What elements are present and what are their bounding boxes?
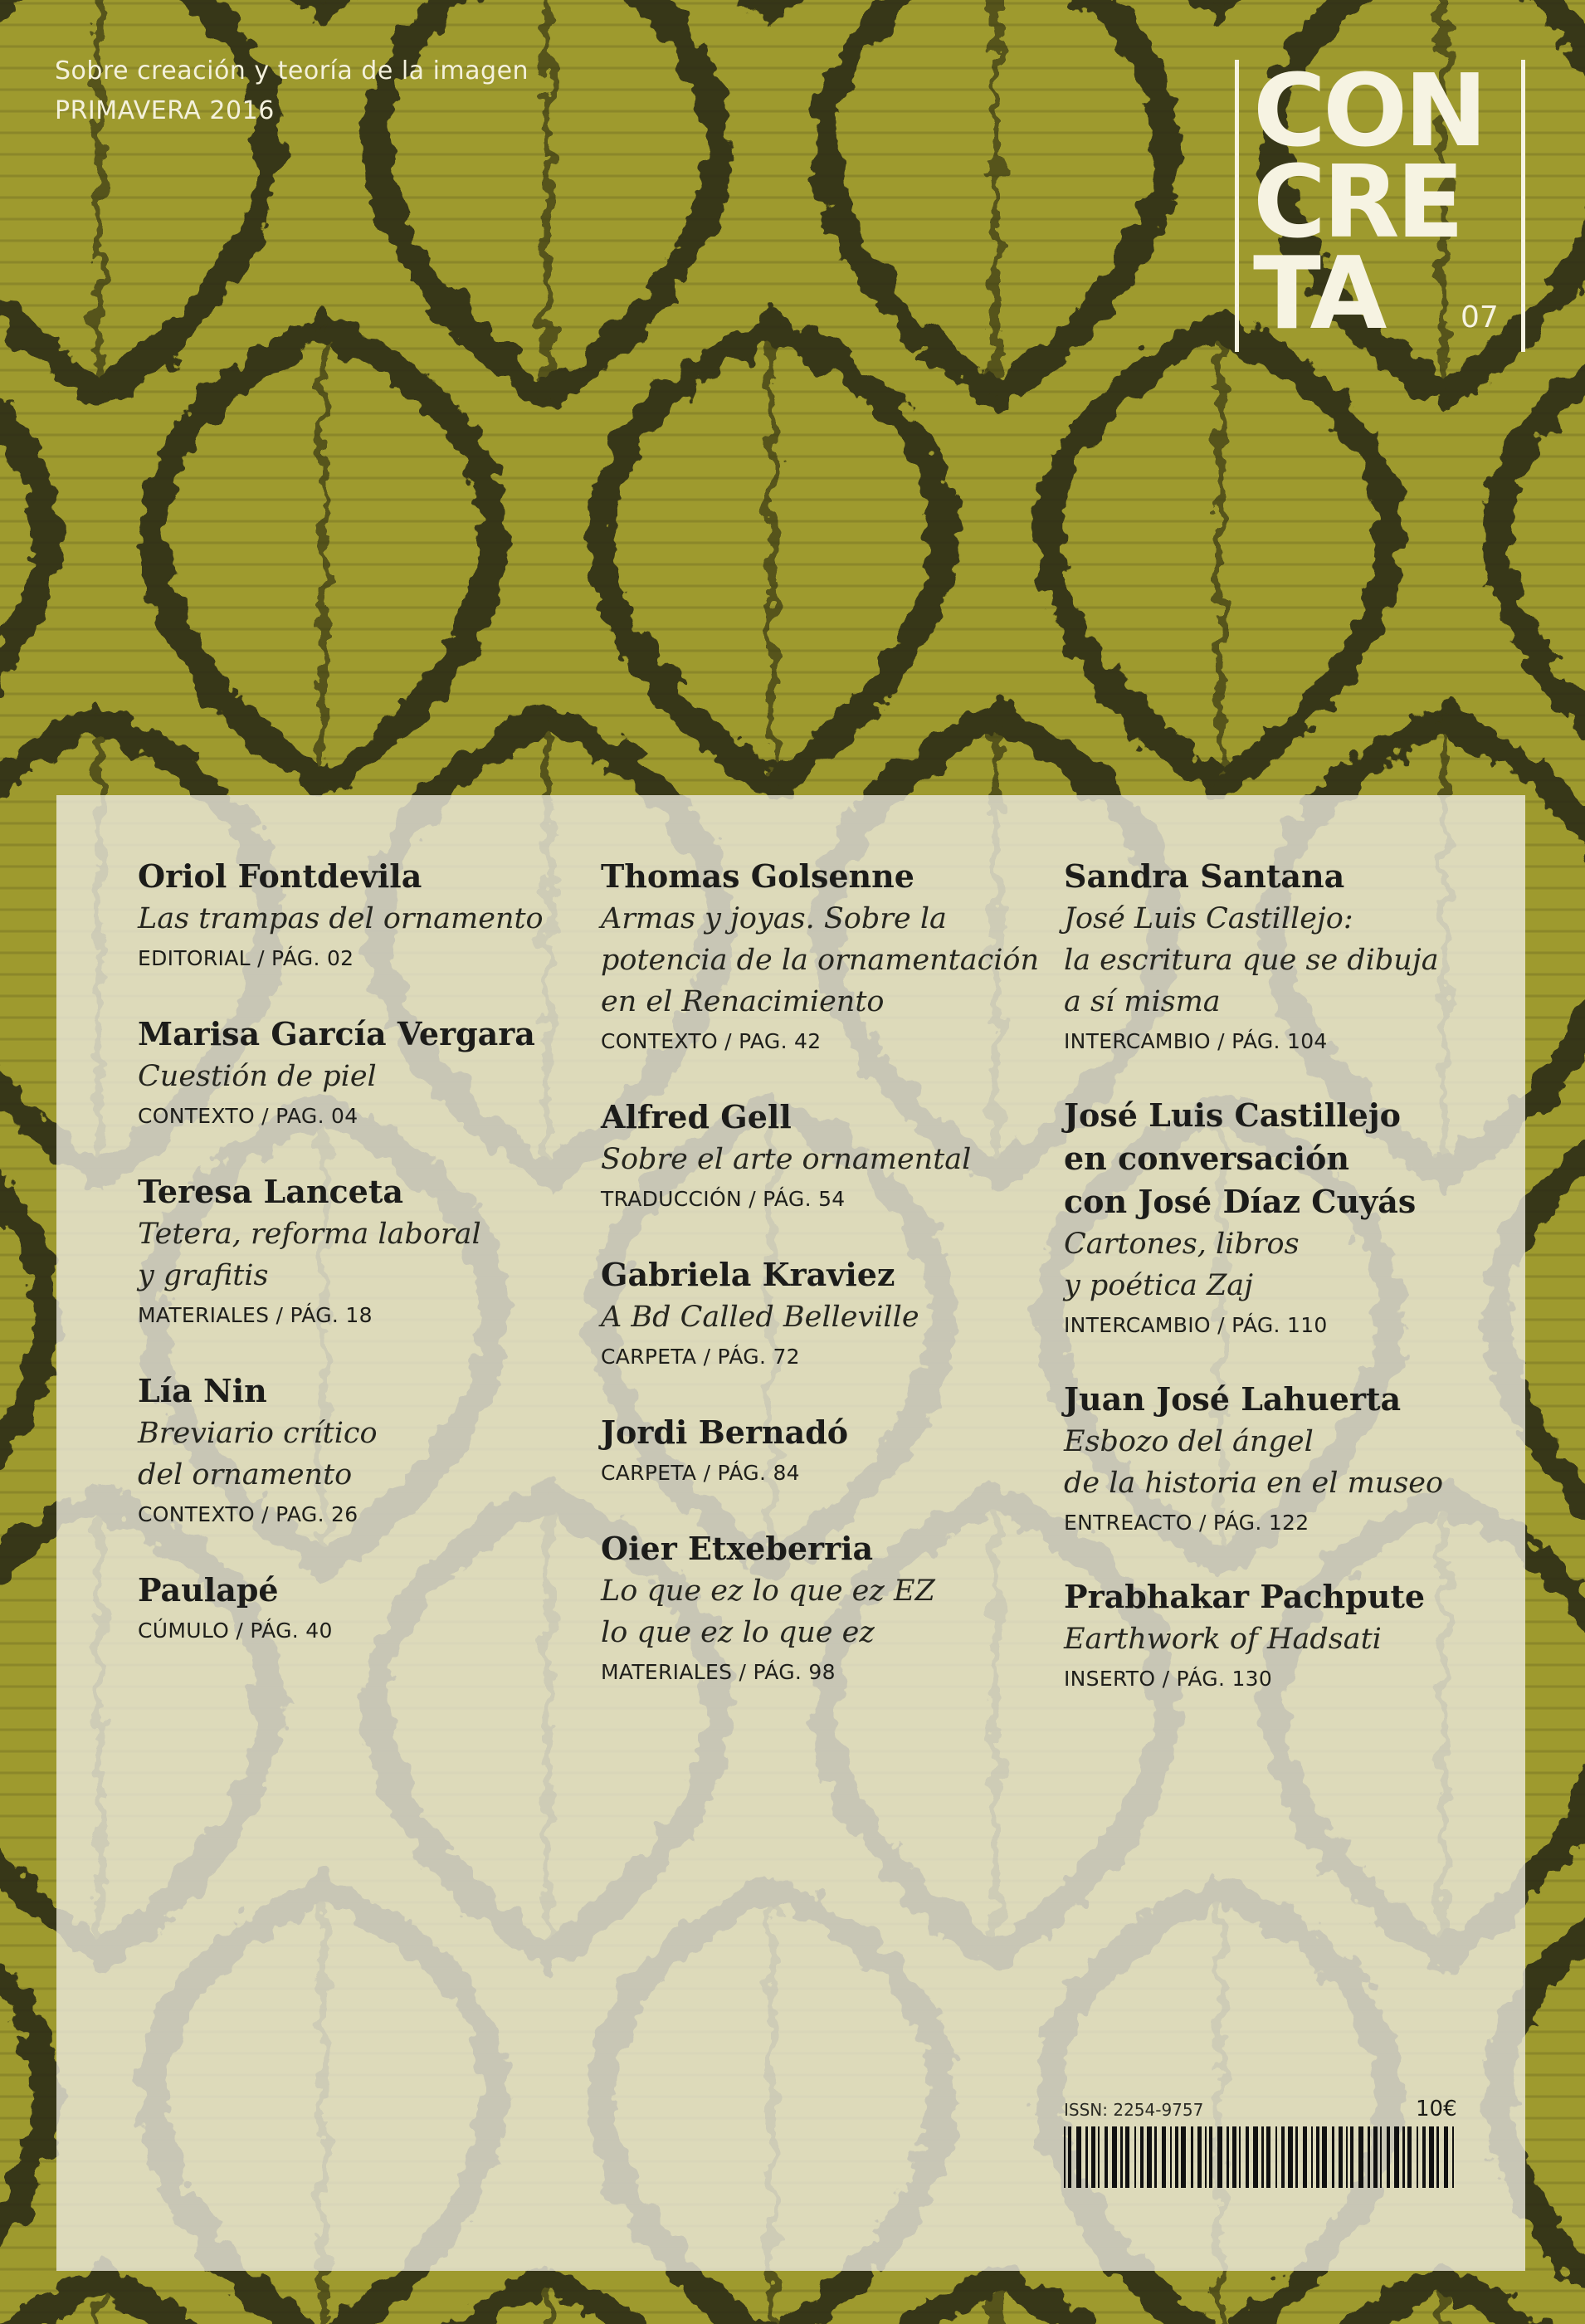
logo-line: TA [1253,237,1384,352]
entry-title: Las trampas del ornamento [138,902,544,935]
barcode-bar [1105,2126,1108,2188]
logo-left-bar [1235,60,1239,352]
barcode-bar [1380,2126,1382,2188]
barcode [1064,2126,1459,2188]
barcode-bar [1402,2126,1405,2188]
entry-title: Armas y joyas. Sobre la potencia de la ornamentación en el Renacimiento [601,902,1040,1018]
barcode-bar [1239,2126,1241,2188]
entry-title: Sobre el arte ornamental [601,1143,972,1176]
entry-author: Alfred Gell [601,1098,792,1135]
barcode-bar [1452,2126,1454,2188]
contents-entry [1064,1094,1512,1345]
barcode-bar [1134,2126,1136,2188]
contents-entry [138,1370,586,1534]
entry-author: Prabhakar Pachpute [1064,1578,1426,1615]
logo-line: CRE [1253,145,1461,261]
barcode-bar [1311,2126,1313,2188]
contents-entry [601,1411,1049,1492]
barcode-bar [1444,2126,1448,2188]
barcode-bar [1227,2126,1229,2188]
entry-section: MATERIALES / PÁG. 98 [601,1660,836,1684]
entry-author: Jordi Bernadó [601,1413,849,1451]
cover-tagline [55,51,529,131]
barcode-bar [1197,2126,1202,2188]
entry-author: Lía Nin [138,1372,267,1409]
entry-section: MATERIALES / PÁG. 18 [138,1303,373,1327]
barcode-bar [1316,2126,1319,2188]
barcode-bar [1407,2126,1412,2188]
barcode-bar [1350,2126,1353,2188]
entry-section: TRADUCCIÓN / PÁG. 54 [601,1187,846,1211]
barcode-bar [1246,2126,1249,2188]
barcode-bar [1281,2126,1285,2188]
barcode-bar [1422,2126,1426,2188]
entry-title: Earthwork of Hadsati [1064,1623,1382,1656]
barcode-bar [1209,2126,1212,2188]
barcode-bar [1373,2126,1378,2188]
logo-right-bar [1521,60,1525,352]
entry-author: Oier Etxeberria [601,1530,874,1567]
entry-author: Paulapé [138,1571,279,1609]
entry-author: Thomas Golsenne [601,857,914,895]
subtitle: Sobre creación y teoría de la imagen [55,56,529,85]
barcode-bar [1436,2126,1439,2188]
entry-author: Oriol Fontdevila [138,857,422,895]
entry-section: CÚMULO / PÁG. 40 [138,1618,333,1643]
barcode-bar [1275,2126,1277,2188]
barcode-bar [1162,2126,1166,2188]
entry-title: Tetera, reforma laboral y grafitis [138,1218,481,1292]
barcode-bar [1358,2126,1363,2188]
entry-author: Marisa García Vergara [138,1015,535,1052]
contents-entry [138,855,586,978]
barcode-bar [1170,2126,1172,2188]
price: 10€ [1416,2097,1457,2121]
barcode-bar [1098,2126,1100,2188]
barcode-bar [1147,2126,1152,2188]
barcode-bar [1091,2126,1095,2188]
barcode-bar [1205,2126,1207,2188]
barcode-bar [1288,2126,1293,2188]
contents-entry [601,1096,1049,1218]
barcode-bar [1266,2126,1270,2188]
logo-wordmark [1253,54,1485,352]
issue-number: 07 [1461,300,1499,334]
barcode-bar [1261,2126,1264,2188]
barcode-bar [1232,2126,1236,2188]
barcode-bar [1394,2126,1399,2188]
contents-column-1 [138,855,586,1650]
entry-title: Cartones, libros y poética Zaj [1064,1228,1300,1302]
entry-section: ENTREACTO / PÁG. 122 [1064,1511,1309,1535]
barcode-bar [1068,2126,1071,2188]
entry-title: Lo que ez lo que ez EZ lo que ez lo que ez [601,1575,935,1649]
entry-section: CONTEXTO / PAG. 04 [138,1104,358,1128]
entry-section: CONTEXTO / PAG. 26 [138,1502,358,1526]
contents-column-3 [1064,855,1512,1698]
entry-title: José Luis Castillejo: la escritura que se dibuja a sí misma [1064,902,1439,1018]
barcode-bar [1253,2126,1258,2188]
barcode-bar [1322,2126,1327,2188]
barcode-bar [1217,2126,1222,2188]
entry-section: CARPETA / PÁG. 84 [601,1461,800,1485]
barcode-bar [1064,2126,1066,2188]
contents-entry [1064,1378,1512,1542]
contents-entry [601,1527,1049,1692]
barcode-bar [1085,2126,1088,2188]
contents-entry [1064,855,1512,1061]
entry-title: A Bd Called Belleville [601,1301,919,1334]
entry-section: INTERCAMBIO / PÁG. 104 [1064,1029,1328,1053]
entry-title: Esbozo del ángel de la historia en el museo [1064,1425,1444,1500]
barcode-bar [1154,2126,1157,2188]
entry-title: Breviario crítico del ornamento [138,1417,378,1492]
barcode-bar [1120,2126,1123,2188]
entry-section: CONTEXTO / PAG. 42 [601,1029,822,1053]
barcode-bar [1387,2126,1390,2188]
barcode-bar [1125,2126,1129,2188]
barcode-bar [1332,2126,1334,2188]
entry-author: Juan José Lahuerta [1064,1380,1402,1418]
entry-section: EDITORIAL / PÁG. 02 [138,946,354,970]
entry-author: José Luis Castillejo en conversación con José Díaz Cuyás [1064,1096,1417,1220]
entry-section: INTERCAMBIO / PÁG. 110 [1064,1313,1328,1337]
barcode-bar [1429,2126,1434,2188]
barcode-bar [1346,2126,1348,2188]
entry-section: CARPETA / PÁG. 72 [601,1345,800,1369]
contents-entry [138,1170,586,1335]
barcode-bar [1295,2126,1298,2188]
logo-line: CON [1253,54,1485,169]
contents-entry [601,855,1049,1061]
contents-entry [138,1569,586,1650]
barcode-bar [1339,2126,1343,2188]
barcode-bar [1303,2126,1307,2188]
barcode-bar [1175,2126,1178,2188]
entry-author: Teresa Lanceta [138,1173,403,1210]
entry-author: Sandra Santana [1064,857,1345,895]
barcode-bar [1368,2126,1370,2188]
issn: ISSN: 2254-9757 [1064,2100,1204,2120]
magazine-logo [1235,54,1525,352]
contents-entry [1064,1575,1512,1698]
season: PRIMAVERA 2016 [55,96,275,125]
barcode-bar [1181,2126,1186,2188]
barcode-bar [1076,2126,1081,2188]
entry-section: INSERTO / PÁG. 130 [1064,1667,1273,1691]
entry-title: Cuestión de piel [138,1060,377,1093]
contents-entry [138,1013,586,1135]
contents-column-2 [601,855,1049,1692]
barcode-bar [1417,2126,1418,2188]
barcode-bar [1191,2126,1193,2188]
barcode-bar [1140,2126,1144,2188]
barcode-bar [1112,2126,1117,2188]
contents-entry [601,1253,1049,1376]
entry-author: Gabriela Kraviez [601,1256,895,1293]
